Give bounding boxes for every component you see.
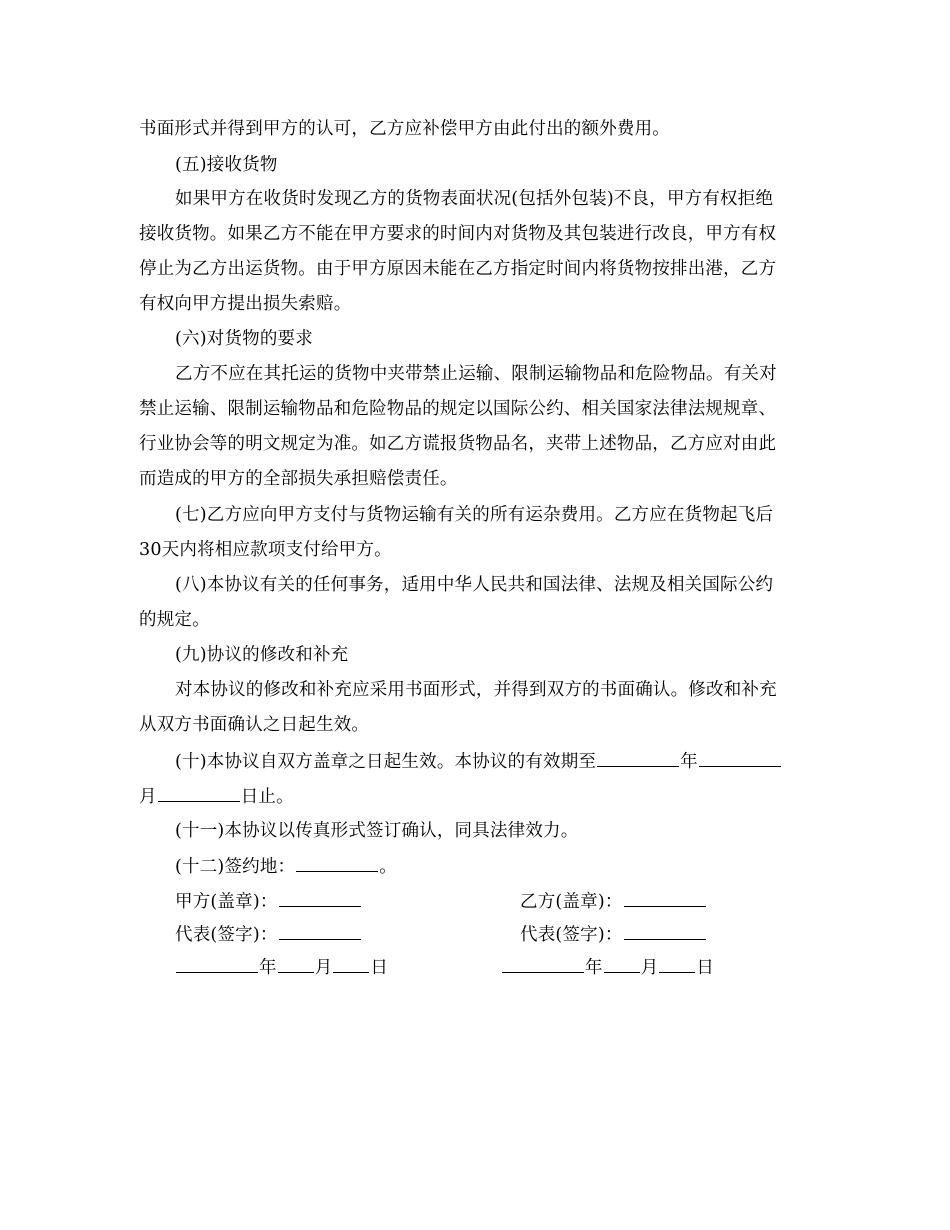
paragraph-line: 从双方书面确认之日起生效。 — [139, 715, 370, 735]
party-a-date-day-label: 日 — [370, 958, 389, 978]
party-a-rep-blank[interactable] — [279, 922, 361, 940]
paragraph-line: 而造成的甲方的全部损失承担赔偿责任。 — [139, 469, 458, 489]
sign-place-label: (十二)签约地： — [175, 857, 296, 877]
fax-clause: (十一)本协议以传真形式签订确认，同具法律效力。 — [175, 821, 579, 841]
paragraph-line: 如果甲方在收货时发现乙方的货物表面状况(包括外包装)不良，甲方有权拒绝 — [175, 189, 774, 209]
party-b-seal — [520, 889, 707, 914]
sign-place-line — [175, 854, 397, 879]
validity-prefix: (十)本协议自双方盖章之日起生效。本协议的有效期至 — [175, 752, 597, 772]
paragraph-line: (八)本协议有关的任何事务，适用中华人民共和国法律、法规及相关国际公约 — [175, 575, 774, 595]
party-a-date — [175, 955, 388, 980]
party-a-seal — [175, 889, 362, 914]
party-b-date-month-label: 月 — [640, 958, 659, 978]
party-a-rep — [175, 922, 362, 947]
validity-clause-line — [175, 749, 782, 774]
party-b-date-day-label: 日 — [696, 958, 715, 978]
validity-year-blank[interactable] — [597, 749, 679, 767]
party-b-date-month-blank[interactable] — [604, 955, 640, 973]
validity-clause-line-2 — [139, 784, 294, 809]
party-b-rep — [520, 922, 707, 947]
section-heading-receive-goods: (五)接收货物 — [175, 155, 278, 175]
party-a-rep-label: 代表(签字)： — [175, 925, 278, 945]
party-a-seal-label: 甲方(盖章)： — [175, 892, 278, 912]
party-b-date-day-blank[interactable] — [659, 955, 695, 973]
party-a-date-day-blank[interactable] — [333, 955, 369, 973]
paragraph-line: 接收货物。如果乙方不能在甲方要求的时间内对货物及其包装进行改良，甲方有权 — [139, 224, 777, 244]
paragraph-line: 停止为乙方出运货物。由于甲方原因未能在乙方指定时间内将货物按排出港，乙方 — [139, 259, 777, 279]
paragraph-line: 书面形式并得到甲方的认可，乙方应补偿甲方由此付出的额外费用。 — [139, 119, 670, 139]
party-a-seal-blank[interactable] — [279, 889, 361, 907]
party-a-date-month-blank[interactable] — [278, 955, 314, 973]
paragraph-line: 行业协会等的明文规定为准。如乙方谎报货物品名，夹带上述物品，乙方应对由此 — [139, 434, 777, 454]
section-heading-goods-requirements: (六)对货物的要求 — [175, 329, 313, 349]
paragraph-line: 禁止运输、限制运输物品和危险物品的规定以国际公约、相关国家法律法规规章、 — [139, 399, 777, 419]
sign-place-end: 。 — [379, 857, 397, 877]
party-b-date-year-label: 年 — [585, 958, 603, 978]
paragraph-line: 对本协议的修改和补充应采用书面形式，并得到双方的书面确认。修改和补充 — [175, 680, 777, 700]
paragraph-line: 乙方不应在其托运的货物中夹带禁止运输、限制运输物品和危险物品。有关对 — [175, 364, 777, 384]
party-a-date-year-label: 年 — [259, 958, 277, 978]
validity-day-blank[interactable] — [158, 784, 240, 802]
validity-month-label: 月 — [139, 787, 157, 807]
validity-month-blank[interactable] — [699, 749, 781, 767]
party-a-date-month-label: 月 — [314, 958, 333, 978]
paragraph-line: 的规定。 — [139, 610, 210, 630]
party-b-rep-label: 代表(签字)： — [520, 925, 623, 945]
party-b-date — [501, 955, 714, 980]
party-a-date-year-blank[interactable] — [176, 955, 258, 973]
party-b-seal-label: 乙方(盖章)： — [520, 892, 623, 912]
paragraph-line: (七)乙方应向甲方支付与货物运输有关的所有运杂费用。乙方应在货物起飞后 — [175, 505, 774, 525]
party-b-date-year-blank[interactable] — [502, 955, 584, 973]
paragraph-line: 有权向甲方提出损失索赔。 — [139, 294, 352, 314]
sign-place-blank[interactable] — [296, 854, 378, 872]
section-heading-amendment: (九)协议的修改和补充 — [175, 645, 349, 665]
party-b-rep-blank[interactable] — [624, 922, 706, 940]
validity-day-end: 日止。 — [240, 787, 294, 807]
paragraph-line: 30天内将相应款项支付给甲方。 — [139, 540, 392, 560]
party-b-seal-blank[interactable] — [624, 889, 706, 907]
validity-year-label: 年 — [680, 752, 698, 772]
